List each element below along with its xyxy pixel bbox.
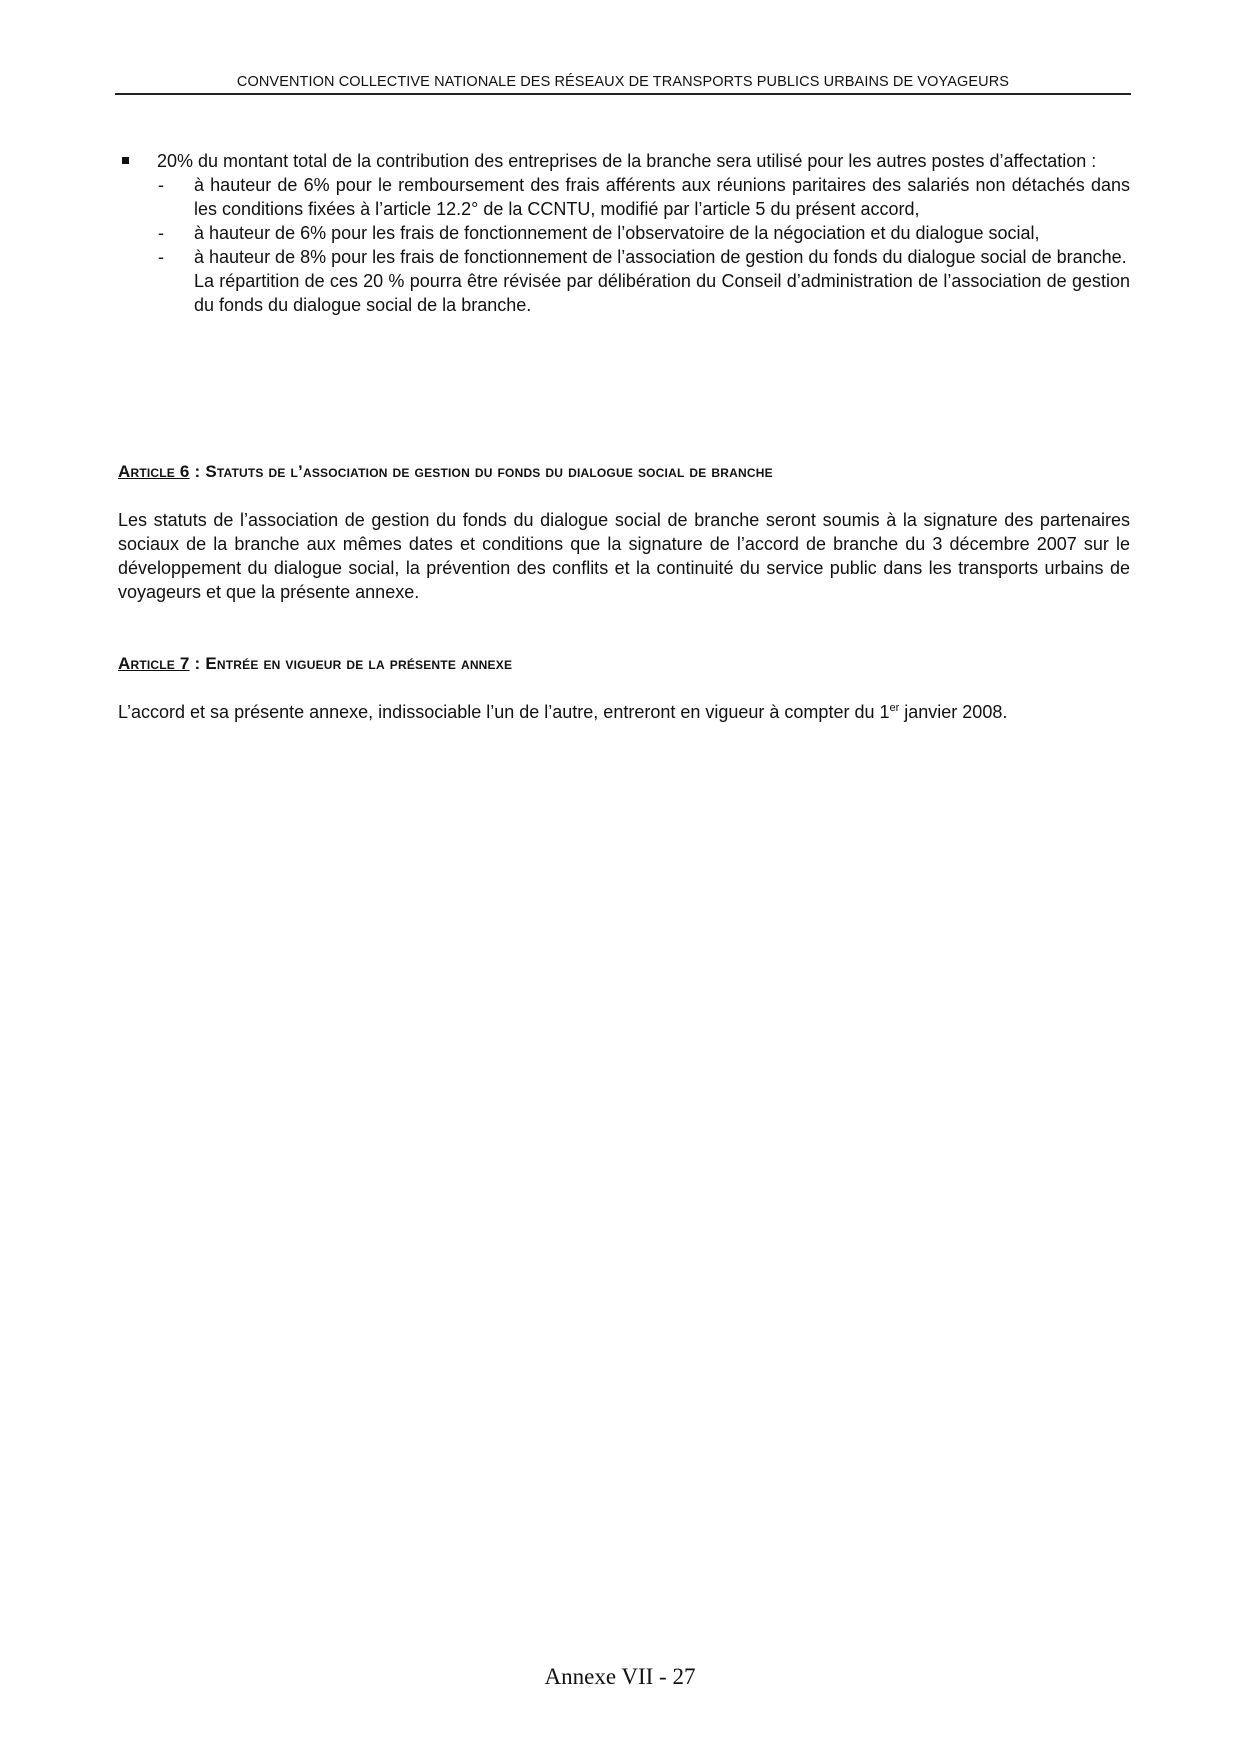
article-6-paragraph: Les statuts de l’association de gestion du fonds du dialogue social de branche seront soumis à la signature des partenaires sociaux de la branche aux mêmes dates et conditions que la signature de l’accord de branche du 3 décembre 2007 sur le développement du dialogue social, la prévention des conflits et la continuité du service public dans les transports urbains de voyageurs et que la présente annexe. <box>118 510 1130 602</box>
sub-item-text: à hauteur de 6% pour les frais de fonctionnement de l’observatoire de la négociation et du dialogue social, <box>194 223 1040 243</box>
article-6-title: Statuts de l’association de gestion du fonds du dialogue social de branche <box>205 462 773 481</box>
ordinal-superscript: er <box>889 702 900 714</box>
article-7-title: Entrée en vigueur de la présente annexe <box>205 654 513 673</box>
sub-list-item <box>118 173 1130 221</box>
dash-bullet-icon: - <box>158 175 164 195</box>
running-header: CONVENTION COLLECTIVE NATIONALE DES RÉSEAUX DE TRANSPORTS PUBLICS URBAINS DE VOYAGEURS <box>236 74 1010 90</box>
article-7-heading <box>118 654 512 674</box>
sub-list <box>118 173 1130 269</box>
page-footer: Annexe VII - 27 <box>544 1664 696 1689</box>
dash-bullet-icon: - <box>158 223 164 243</box>
sub-list-item <box>118 221 1130 245</box>
bullet-text: 20% du montant total de la contribution des entreprises de la branche sera utilisé pour les autres postes d’affectation : <box>157 151 1097 171</box>
article-7-paragraph <box>118 700 1130 724</box>
article-6-label: Article 6 <box>118 462 190 481</box>
dash-bullet-icon: - <box>158 247 164 267</box>
sub-item-text: à hauteur de 6% pour le remboursement des frais afférents aux réunions paritaires des salariés non détachés dans les conditions fixées à l’article 12.2° de la CCNTU, modifié par l’article 5 du présent accord, <box>194 175 1130 219</box>
bullet-item <box>118 149 1130 317</box>
square-bullet-icon <box>122 157 129 164</box>
article-7-text-start: L’accord et sa présente annexe, indissociable l’un de l’autre, entreront en vigueur à compter du 1 <box>118 702 890 722</box>
article-6-separator: : <box>189 462 206 481</box>
sub-list-item <box>118 245 1130 269</box>
article-7-separator: : <box>189 654 206 673</box>
article-7-text-end: janvier 2008. <box>899 702 1008 722</box>
article-6-heading <box>118 462 773 482</box>
distribution-note: La répartition de ces 20 % pourra être révisée par délibération du Conseil d’administration de l’association de gestion du fonds du dialogue social de la branche. <box>194 271 1130 315</box>
sub-item-text: à hauteur de 8% pour les frais de fonctionnement de l’association de gestion du fonds du dialogue social de branche. <box>194 247 1127 267</box>
header-rule <box>115 93 1131 95</box>
article-7-label: Article 7 <box>118 654 190 673</box>
